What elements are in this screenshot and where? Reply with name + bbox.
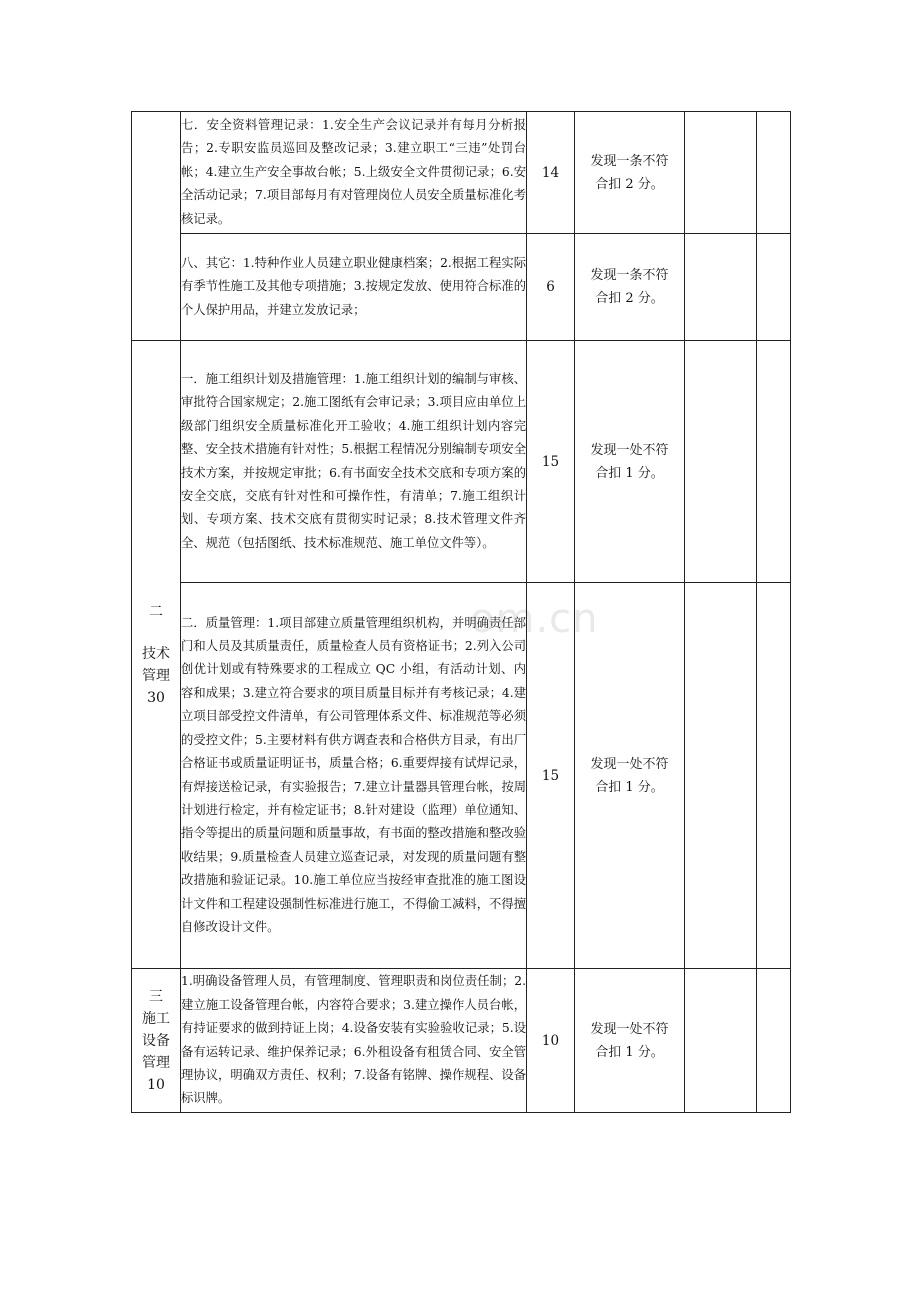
item-score: 14 bbox=[527, 112, 575, 234]
blank-cell bbox=[685, 341, 757, 583]
item-rule bbox=[575, 234, 685, 341]
blank-cell bbox=[757, 969, 791, 1113]
table-row bbox=[132, 583, 791, 969]
item-content: 二．质量管理：1.项目部建立质量管理组织机构，并明确责任部门和人员及其质量责任，质量检查人员有资格证书；2.列入公司创优计划或有特殊要求的工程成立 QC 小组，有活动计划、内容和成果；3.建立符合要求的项目质量目标并有考核记录；4.建立项目部受控文件清单，有公司管理体系文件、标准规范等必须的受控文件；5.主要材料有供方调查表和合格供方目录，有出厂合格证书或质量证明证书，质量合格；6.重要焊接有试焊记录，有焊接送检记录，有实验报告；7.建立计量器具管理台帐，按周计划进行检定，并有检定证书；8.针对建设（监理）单位通知、指令等提出的质量问题和质量事故，有书面的整改措施和整改验收结果；9.质量检查人员建立巡查记录，对发现的质量问题有整改措施和验证记录。10.施工单位应当按经审查批准的施工图设计文件和工程建设强制性标准进行施工，不得偷工减料，不得擅自修改设计文件。 bbox=[181, 583, 527, 969]
rule-line: 发现一处不符 bbox=[590, 442, 669, 458]
item-content: 七．安全资料管理记录：1.安全生产会议记录并有每月分析报告；2.专职安监员巡回及整改记录；3.建立职工“三违”处罚台帐；4.建立生产安全事故台帐；5.上级安全文件贯彻记录；6.安全活动记录；7.项目部每月有对管理岗位人员安全质量标准化考核记录。 bbox=[181, 112, 527, 234]
blank-cell bbox=[685, 583, 757, 969]
category-label: 管理 bbox=[142, 1054, 170, 1071]
category-label: 施工 bbox=[142, 1010, 170, 1027]
category-label: 管理 bbox=[142, 667, 170, 684]
item-rule bbox=[575, 341, 685, 583]
blank-cell bbox=[685, 234, 757, 341]
blank-cell bbox=[757, 234, 791, 341]
item-rule bbox=[575, 969, 685, 1113]
item-score: 15 bbox=[527, 341, 575, 583]
rule-line: 发现一条不符 bbox=[590, 153, 669, 169]
rule-line: 合扣 1 分。 bbox=[595, 465, 664, 481]
standard-table bbox=[131, 111, 791, 1113]
rule-line: 发现一处不符 bbox=[590, 756, 669, 772]
blank-cell bbox=[757, 341, 791, 583]
watermark: om.cn bbox=[470, 596, 599, 642]
table-row bbox=[132, 234, 791, 341]
blank-cell bbox=[757, 112, 791, 234]
rule-line: 合扣 1 分。 bbox=[595, 779, 664, 795]
rule-line: 发现一处不符 bbox=[590, 1021, 669, 1037]
table-row bbox=[132, 112, 791, 234]
category-cell-empty bbox=[132, 112, 181, 341]
category-label: 技术 bbox=[142, 645, 170, 662]
rule-line: 合扣 2 分。 bbox=[595, 291, 664, 306]
item-content: 一．施工组织计划及措施管理：1.施工组织计划的编制与审核、审批符合国家规定；2.施工图纸有会审记录；3.项目应由单位上级部门组织安全质量标准化开工验收；4.施工组织计划内容完整、安全技术措施有针对性；5.根据工程情况分别编制专项安全技术方案，并按规定审批；6.有书面安全技术交底和专项方案的安全交底，交底有针对性和可操作性，有清单；7.施工组织计划、专项方案、技术交底有贯彻实时记录；8.技术管理文件齐全、规范（包括图纸、技术标准规范、施工单位文件等）。 bbox=[181, 341, 527, 583]
item-rule bbox=[575, 112, 685, 234]
category-number: 二 bbox=[149, 603, 163, 620]
category-cell-tech bbox=[132, 341, 181, 969]
category-points: 30 bbox=[147, 689, 165, 706]
item-score: 15 bbox=[527, 583, 575, 969]
category-label: 设备 bbox=[142, 1032, 170, 1049]
item-score: 6 bbox=[527, 234, 575, 341]
item-score: 10 bbox=[527, 969, 575, 1113]
rule-line: 合扣 2 分。 bbox=[595, 176, 664, 192]
category-number: 三 bbox=[149, 988, 163, 1005]
table-row bbox=[132, 341, 791, 583]
blank-cell bbox=[685, 969, 757, 1113]
blank-cell bbox=[757, 583, 791, 969]
item-content: 1.明确设备管理人员，有管理制度、管理职责和岗位责任制；2.建立施工设备管理台帐，内容符合要求；3.建立操作人员台帐，有持证要求的做到持证上岗；4.设备安装有实验验收记录；5.设备有运转记录、维护保养记录；6.外租设备有租赁合同、安全管理协议，明确双方责任、权利；7.设备有铭牌、操作规程、设备标识牌。 bbox=[181, 969, 527, 1113]
category-points: 10 bbox=[147, 1076, 165, 1093]
category-cell-equipment bbox=[132, 969, 181, 1113]
table-row bbox=[132, 969, 791, 1113]
item-content: 八、其它：1.特种作业人员建立职业健康档案；2.根据工程实际有季节性施工及其他专项措施；3.按规定发放、使用符合标准的个人保护用品，并建立发放记录； bbox=[181, 234, 527, 341]
rule-line: 发现一条不符 bbox=[590, 268, 669, 283]
blank-cell bbox=[685, 112, 757, 234]
item-rule bbox=[575, 583, 685, 969]
rule-line: 合扣 1 分。 bbox=[595, 1044, 664, 1060]
